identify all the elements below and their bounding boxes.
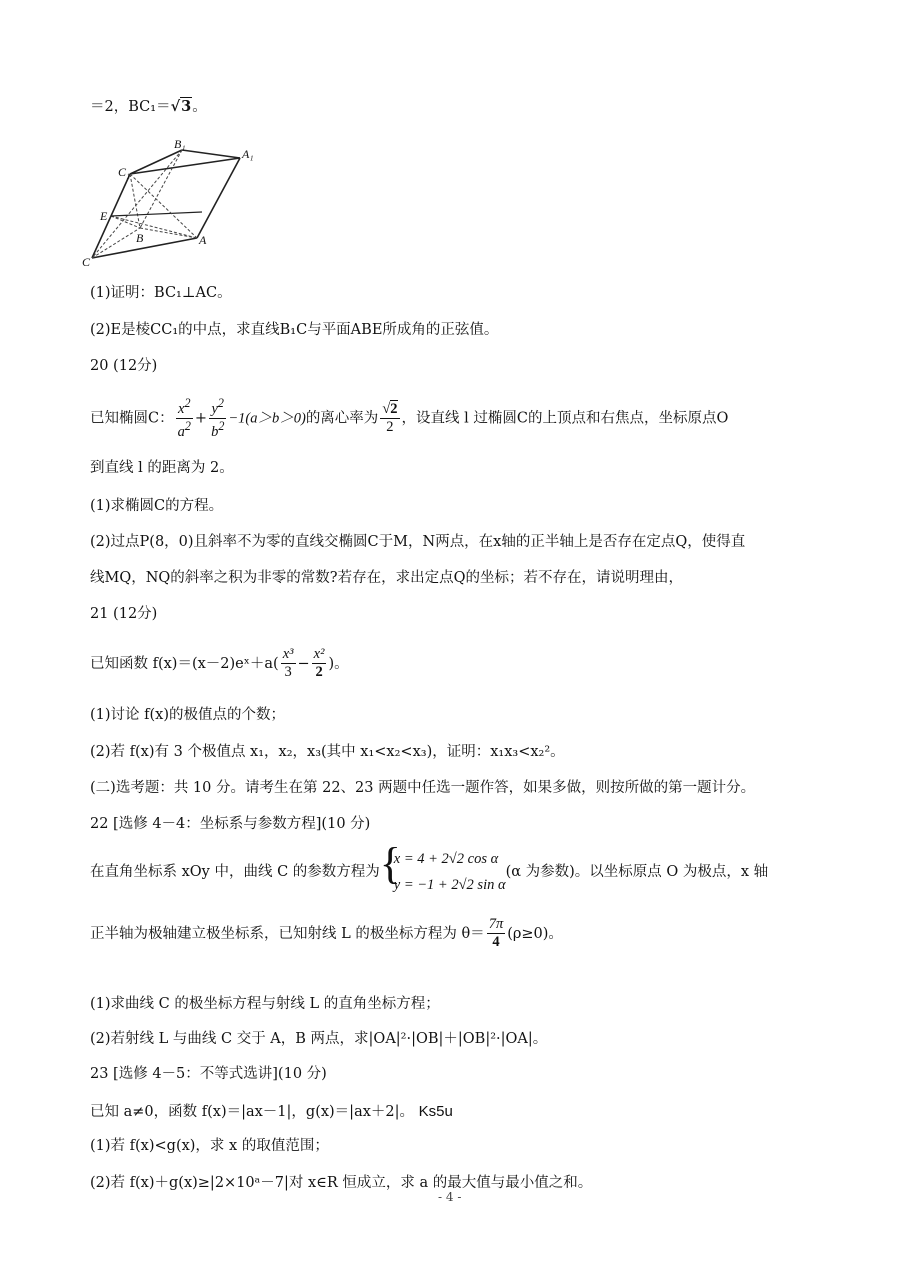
- label-e: E: [100, 209, 108, 223]
- q20-part2b: 线MQ，NQ的斜率之积为非零的常数?若存在，求出定点Q的坐标；若不存在，请说明理由，: [90, 570, 683, 586]
- frac-x: x: [178, 400, 185, 417]
- q23-header: 23 [选修 4－5：不等式选讲](10 分): [90, 1066, 327, 1082]
- frac-x2-den: 2: [315, 664, 323, 681]
- brace-icon: {: [379, 839, 401, 888]
- label-b1: B₁: [174, 137, 186, 151]
- theta-den: 4: [492, 934, 500, 951]
- q22-intro-c: 正半轴为极轴建立极坐标系，已知射线 L 的极坐标方程为 θ＝: [90, 925, 485, 942]
- parametric-system: [379, 839, 506, 898]
- q19-part1: (1)证明：BC₁⊥AC。: [90, 285, 232, 301]
- param-eq-x: x = 4 + 2√2 cos α: [393, 851, 499, 867]
- eccentricity-num: 2: [390, 400, 398, 417]
- frac-y: y: [211, 400, 218, 417]
- q22-intro: [90, 839, 769, 898]
- q20-intro-a: 已知椭圆C：: [90, 410, 174, 427]
- q21-intro-a: 已知函数 f(x)＝(x－2)eˣ＋a(: [90, 655, 279, 672]
- param-eq-y: y = −1 + 2√2 sin α: [393, 877, 506, 893]
- prism-figure: [82, 136, 262, 270]
- frac-x3-3: [281, 646, 296, 682]
- label-b: B: [136, 231, 144, 245]
- q20-part2a: (2)过点P(8，0)且斜率不为零的直线交椭圆C于M，N两点，在x轴的正半轴上是否存在定点Q，使得直: [90, 534, 746, 550]
- q23-intro: [90, 1103, 453, 1121]
- sqrt-3-radicand: 3: [181, 98, 192, 115]
- page-number: - 4 -: [438, 1190, 462, 1204]
- label-c1: C₁: [118, 165, 131, 179]
- frac-b: b: [211, 424, 219, 441]
- q20-intro-d: 到直线 l 的距离为 2。: [90, 460, 234, 476]
- q21-part2: (2)若 f(x)有 3 个极值点 x₁，x₂，x₃(其中 x₁<x₂<x₃)，证明：x₁x₃<x₂²。: [90, 744, 565, 760]
- q19-part2: (2)E是棱CC₁的中点，求直线B₁C与平面ABE所成角的正弦值。: [90, 322, 499, 338]
- q23-intro-text: 已知 a≠0，函数 f(x)＝|ax－1|，g(x)＝|ax＋2|。: [90, 1104, 415, 1120]
- q23-part2: (2)若 f(x)＋g(x)≥|2×10ᵃ－7|对 x∈R 恒成立，求 a 的最大值与最小值之和。: [90, 1175, 593, 1191]
- ks5u-watermark: Ks5u: [418, 1103, 453, 1120]
- q20-header: 20 (12分): [90, 358, 158, 374]
- frac-y2-b2: $\frac{y^2}{b^2}$: [211, 396, 225, 441]
- label-c: C: [82, 255, 91, 269]
- q20-intro: 已知椭圆C： $\frac{x^2}{a^2}$ + $\frac{y^2}{b^2}$ −1(a＞b＞0)的离心率为 $\frac{√2}{2}$ ，设直线 l 过椭圆C的上顶点和右焦点，坐标原点O: [90, 396, 729, 441]
- q21-intro-b: )。: [328, 655, 349, 672]
- q21-intro: 已知函数 f(x)＝(x－2)eˣ＋a( $\frac{\text{x³}}{3}$ − $\frac{\text{x²}}{2}$ )。: [90, 646, 349, 681]
- theta-num: 7π: [487, 916, 506, 934]
- q21-header: 21 (12分): [90, 606, 158, 622]
- q22-header: 22 [选修 4－4：坐标系与参数方程](10 分): [90, 816, 371, 832]
- frac-a: a: [177, 424, 185, 441]
- frac-x2-a2: $\frac{x^2}{a^2}$: [177, 396, 191, 441]
- q23-part1: (1)若 f(x)<g(x)，求 x 的取值范围；: [90, 1138, 329, 1154]
- label-a1: A₁: [242, 147, 254, 161]
- q20-condition: −1(a＞b＞0): [228, 410, 306, 427]
- frac-x3-den: 3: [284, 664, 292, 681]
- q22-intro-d: (ρ≥0)。: [507, 925, 563, 942]
- q22-part1: (1)求曲线 C 的极坐标方程与射线 L 的直角坐标方程；: [90, 996, 440, 1012]
- top-line-suffix: 。: [192, 99, 207, 115]
- q22-intro-cd: [90, 916, 563, 952]
- q22-part2: (2)若射线 L 与曲线 C 交于 A，B 两点，求|OA|²·|OB|＋|OB|²·|OA|。: [90, 1031, 548, 1047]
- frac-x2-num: x²: [312, 646, 327, 664]
- q21-part1: (1)讨论 f(x)的极值点的个数；: [90, 707, 286, 723]
- q20-intro-b: 的离心率为: [305, 410, 379, 427]
- eccentricity-den: 2: [386, 419, 394, 436]
- q20-intro-c: ，设直线 l 过椭圆C的上顶点和右焦点，坐标原点O: [401, 410, 729, 427]
- frac-7pi-4: [487, 916, 506, 952]
- frac-sqrt2-2: $\frac{√2}{2}$: [382, 400, 398, 436]
- label-a: A: [199, 233, 207, 247]
- q22-intro-a: 在直角坐标系 xOy 中，曲线 C 的参数方程为: [90, 864, 380, 880]
- q22-intro-b: (α 为参数)。以坐标原点 O 为极点，x 轴: [505, 864, 769, 880]
- q20-part1: (1)求椭圆C的方程。: [90, 498, 224, 514]
- top-line-prefix: ＝2，BC₁＝: [90, 99, 171, 115]
- top-line: [90, 98, 207, 116]
- sqrt-3: √3: [170, 98, 192, 115]
- elective-header: (二)选考题：共 10 分。请考生在第 22、23 两题中任选一题作答，如果多做，则按所做的第一题计分。: [90, 780, 756, 796]
- frac-x2-2: [312, 646, 327, 682]
- frac-x3-num: x³: [281, 646, 296, 664]
